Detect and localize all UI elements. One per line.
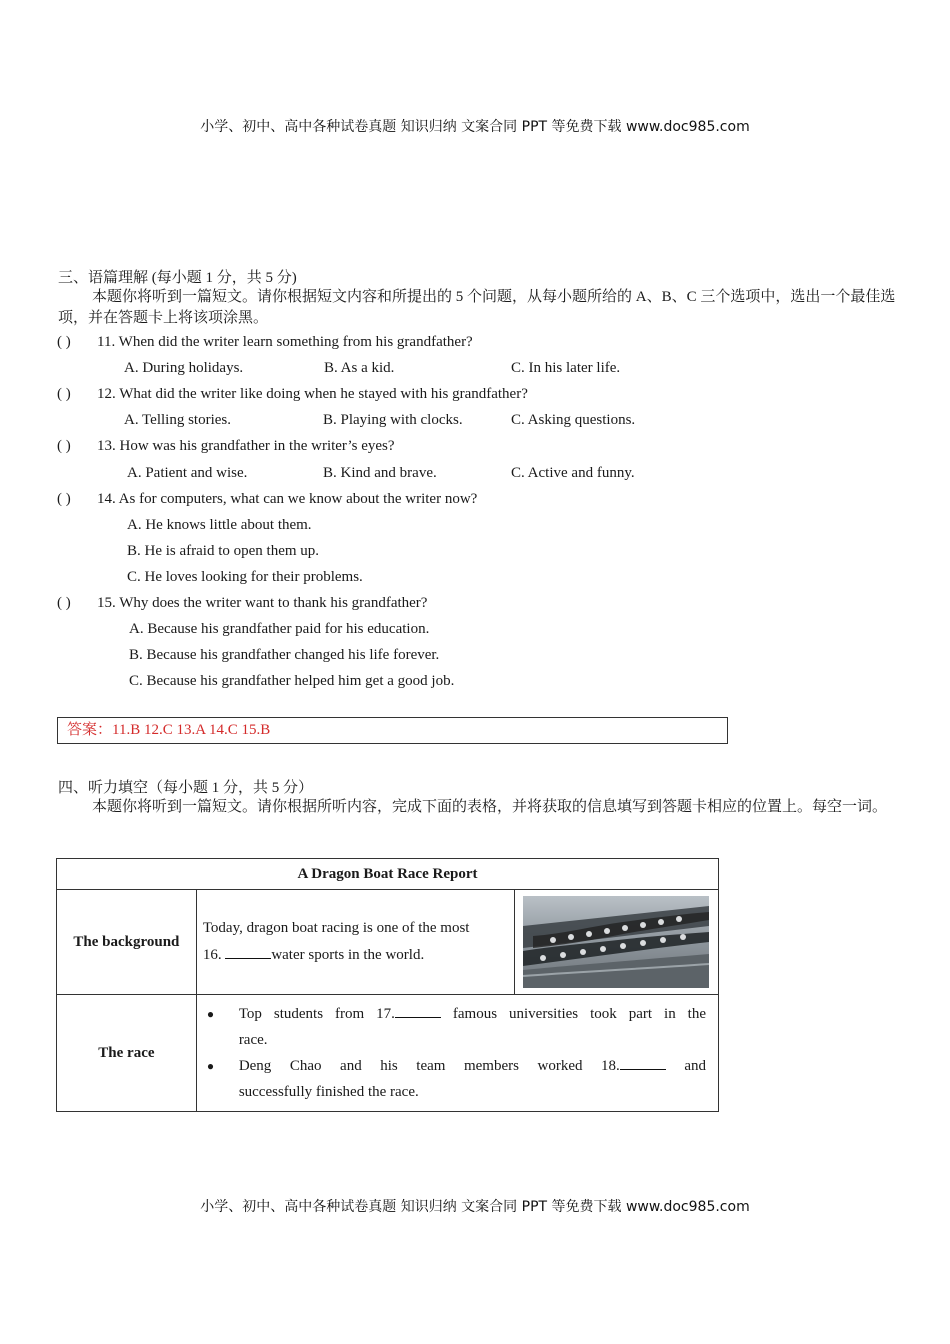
text-span: Top students from 17.	[238, 1006, 395, 1022]
answer-blank: ( )	[57, 595, 71, 611]
background-text	[196, 890, 514, 995]
answer-blank: ( )	[57, 438, 71, 454]
background-tail: water sports in the world.	[271, 947, 425, 963]
question-14	[57, 491, 477, 508]
bullet-icon: ●	[206, 1059, 215, 1073]
question-11	[57, 334, 473, 351]
text-span: Deng Chao and his team members worked 18.	[238, 1058, 620, 1074]
question-text: 13. How was his grandfather in the writer’s eyes?	[97, 438, 395, 454]
option-11-b: B. As a kid.	[324, 360, 395, 376]
option-15-b: B. Because his grandfather changed his life forever.	[129, 647, 440, 663]
report-table	[56, 858, 719, 1112]
photo-cell	[514, 890, 718, 995]
section-3-title: 三、语篇理解 (每小题 1 分，共 5 分)	[58, 270, 297, 286]
fill-blank-18	[620, 1054, 666, 1070]
option-15-c: C. Because his grandfather helped him get a good job.	[129, 673, 455, 689]
blank-number: 16.	[202, 947, 226, 963]
page-footer: 小学、初中、高中各种试卷真题 知识归纳 文案合同 PPT 等免费下载 www.doc985.com	[200, 1199, 750, 1215]
section-4-title: 四、听力填空（每小题 1 分，共 5 分）	[58, 780, 314, 796]
option-12-c: C. Asking questions.	[511, 412, 636, 428]
question-15	[57, 595, 427, 612]
option-11-c: C. In his later life.	[511, 360, 621, 376]
bullet-1-line-1	[239, 1001, 706, 1027]
race-bullet-1	[207, 1001, 706, 1053]
question-text: 12. What did the writer like doing when he stayed with his grandfather?	[97, 386, 528, 402]
race-bullet-2	[207, 1053, 706, 1105]
answer-blank: ( )	[57, 491, 71, 507]
table-caption: A Dragon Boat Race Report	[57, 859, 719, 890]
option-13-b: B. Kind and brave.	[323, 465, 437, 481]
option-12-b: B. Playing with clocks.	[323, 412, 463, 428]
bullet-2-line-1	[239, 1053, 706, 1079]
bullet-1-line-2: race.	[238, 1032, 268, 1048]
question-text: 11. When did the writer learn something from his grandfather?	[97, 334, 473, 350]
option-14-b: B. He is afraid to open them up.	[127, 543, 320, 559]
background-line-1: Today, dragon boat racing is one of the most	[202, 920, 470, 936]
text-span: and	[665, 1058, 706, 1074]
race-label: The race	[57, 995, 197, 1112]
option-13-a: A. Patient and wise.	[127, 465, 248, 481]
option-11-a: A. During holidays.	[124, 360, 244, 376]
race-content	[196, 995, 718, 1112]
section-4-instruction: 本题你将听到一篇短文。请你根据所听内容，完成下面的表格，并将获取的信息填写到答题卡相应的位置上。每空一词。	[92, 799, 888, 815]
background-line-2	[203, 942, 508, 969]
option-13-c: C. Active and funny.	[511, 465, 635, 481]
page-header: 小学、初中、高中各种试卷真题 知识归纳 文案合同 PPT 等免费下载 www.doc985.com	[200, 119, 750, 135]
bullet-2-line-2: successfully finished the race.	[238, 1084, 419, 1100]
question-text: 14. As for computers, what can we know about the writer now?	[97, 491, 478, 507]
question-13	[57, 438, 395, 455]
bullet-icon: ●	[206, 1007, 215, 1021]
option-12-a: A. Telling stories.	[124, 412, 231, 428]
section-3-instruction: 本题你将听到一篇短文。请你根据短文内容和所提出的 5 个问题，从每小题所给的 A、B、C 三个选项中，选出一个最佳选项，并在答题卡上将该项涂黑。	[58, 289, 896, 326]
fill-blank-16	[225, 943, 271, 959]
answer-blank: ( )	[57, 334, 71, 350]
answer-key-box: 答案：11.B 12.C 13.A 14.C 15.B	[57, 717, 728, 744]
dragon-boat-photo	[523, 896, 709, 988]
background-label: The background	[57, 890, 197, 995]
question-text: 15. Why does the writer want to thank his grandfather?	[97, 595, 428, 611]
option-15-a: A. Because his grandfather paid for his education.	[129, 621, 430, 637]
question-12	[57, 386, 528, 403]
text-span: famous universities took part in the	[440, 1006, 706, 1022]
option-14-c: C. He loves looking for their problems.	[127, 569, 363, 585]
option-14-a: A. He knows little about them.	[127, 517, 312, 533]
fill-blank-17	[395, 1002, 441, 1018]
answer-blank: ( )	[57, 386, 71, 402]
